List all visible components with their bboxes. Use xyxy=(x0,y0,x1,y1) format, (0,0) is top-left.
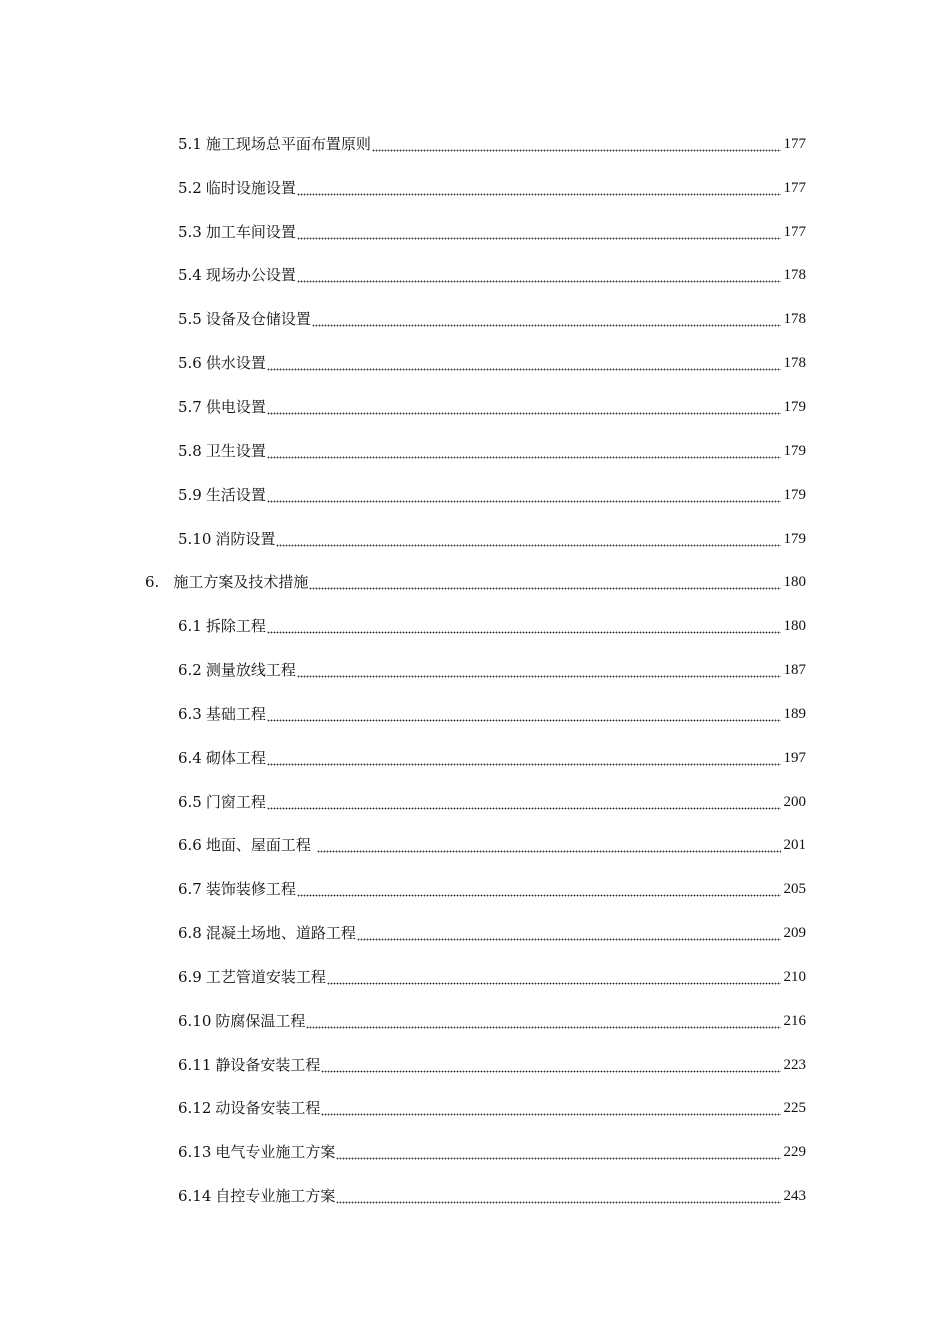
toc-entry-title: 测量放线工程 xyxy=(205,661,296,680)
toc-entry-title: 静设备安装工程 xyxy=(215,1055,321,1074)
toc-entry[interactable] xyxy=(0,560,950,604)
toc-entry-number: 6.2 xyxy=(178,661,202,680)
toc-entry-number: 5.7 xyxy=(178,397,202,416)
toc-dot-leader xyxy=(297,222,781,242)
toc-dot-leader xyxy=(327,967,781,987)
toc-entry-page-number: 179 xyxy=(783,486,806,503)
toc-dot-leader xyxy=(267,441,781,461)
toc-dot-leader xyxy=(267,353,781,373)
toc-entry-page-number: 216 xyxy=(783,1012,806,1029)
toc-entry[interactable] xyxy=(0,648,950,692)
toc-entry[interactable] xyxy=(0,166,950,210)
toc-entry-page-number: 178 xyxy=(783,311,806,328)
toc-entry-number: 6.6 xyxy=(178,836,202,855)
toc-dot-leader xyxy=(336,1186,781,1206)
toc-entry[interactable] xyxy=(0,210,950,254)
toc-entry-title: 施工现场总平面布置原则 xyxy=(205,134,371,153)
toc-entry-page-number: 225 xyxy=(783,1100,806,1117)
toc-dot-leader xyxy=(267,485,781,505)
toc-entry-number: 6.4 xyxy=(178,748,202,767)
toc-dot-leader xyxy=(336,1142,781,1162)
toc-entry-page-number: 201 xyxy=(783,837,806,854)
toc-entry[interactable] xyxy=(0,604,950,648)
toc-dot-leader xyxy=(306,1011,781,1031)
toc-entry-title: 消防设置 xyxy=(215,529,276,548)
toc-entry-page-number: 189 xyxy=(783,705,806,722)
toc-entry-title: 砌体工程 xyxy=(205,748,266,767)
toc-entry[interactable] xyxy=(0,999,950,1043)
toc-entry-page-number: 243 xyxy=(783,1188,806,1205)
toc-entry-page-number: 177 xyxy=(783,179,806,196)
toc-entry-number: 6. xyxy=(145,573,160,592)
toc-entry-title: 临时设施设置 xyxy=(205,178,296,197)
toc-entry-title: 供电设置 xyxy=(205,397,266,416)
toc-entry-page-number: 229 xyxy=(783,1144,806,1161)
toc-dot-leader xyxy=(276,529,781,549)
toc-entry-title: 供水设置 xyxy=(205,354,266,373)
toc-entry[interactable] xyxy=(0,692,950,736)
toc-entry-title: 装饰装修工程 xyxy=(205,880,296,899)
toc-entry-page-number: 187 xyxy=(783,662,806,679)
toc-dot-leader xyxy=(297,265,781,285)
toc-entry-title: 基础工程 xyxy=(205,704,266,723)
toc-dot-leader xyxy=(297,879,781,899)
toc-entry-number: 6.3 xyxy=(178,704,202,723)
toc-entry[interactable] xyxy=(0,122,950,166)
toc-entry-title: 动设备安装工程 xyxy=(215,1099,321,1118)
toc-entry-page-number: 197 xyxy=(783,749,806,766)
toc-dot-leader xyxy=(267,792,781,812)
toc-entry[interactable] xyxy=(0,1130,950,1174)
toc-entry-title: 工艺管道安装工程 xyxy=(205,967,326,986)
toc-dot-leader xyxy=(267,397,781,417)
toc-entry-page-number: 205 xyxy=(783,881,806,898)
toc-dot-leader xyxy=(372,134,781,154)
toc-entry-number: 5.2 xyxy=(178,178,202,197)
toc-entry-number: 5.4 xyxy=(178,266,202,285)
toc-entry-title: 混凝土场地、道路工程 xyxy=(205,924,356,943)
toc-entry-page-number: 180 xyxy=(783,574,806,591)
toc-entry-number: 6.11 xyxy=(178,1055,212,1074)
toc-entry[interactable] xyxy=(0,385,950,429)
toc-entry[interactable] xyxy=(0,736,950,780)
toc-entry-number: 5.3 xyxy=(178,222,202,241)
toc-entry-title: 施工方案及技术措施 xyxy=(173,573,309,592)
toc-entry-page-number: 223 xyxy=(783,1056,806,1073)
toc-entry[interactable] xyxy=(0,1174,950,1218)
toc-entry-number: 5.8 xyxy=(178,441,202,460)
toc-entry[interactable] xyxy=(0,517,950,561)
toc-entry-page-number: 178 xyxy=(783,267,806,284)
toc-entry[interactable] xyxy=(0,341,950,385)
toc-entry[interactable] xyxy=(0,1043,950,1087)
toc-entry-title: 电气专业施工方案 xyxy=(215,1143,336,1162)
toc-entry-number: 5.10 xyxy=(178,529,212,548)
toc-entry-page-number: 179 xyxy=(783,530,806,547)
toc-entry-page-number: 178 xyxy=(783,355,806,372)
toc-entry-title: 自控专业施工方案 xyxy=(215,1187,336,1206)
toc-entry-title: 拆除工程 xyxy=(205,617,266,636)
toc-entry-number: 5.6 xyxy=(178,354,202,373)
toc-entry-number: 6.12 xyxy=(178,1099,212,1118)
toc-dot-leader xyxy=(309,572,781,592)
toc-entry[interactable] xyxy=(0,297,950,341)
toc-entry-page-number: 200 xyxy=(783,793,806,810)
toc-dot-leader xyxy=(317,835,781,855)
toc-entry[interactable] xyxy=(0,254,950,298)
toc-entry-number: 6.1 xyxy=(178,617,202,636)
toc-entry-title: 加工车间设置 xyxy=(205,222,296,241)
table-of-contents xyxy=(0,122,950,1218)
toc-dot-leader xyxy=(321,1098,781,1118)
toc-entry-number: 5.5 xyxy=(178,310,202,329)
toc-entry-number: 5.9 xyxy=(178,485,202,504)
toc-dot-leader xyxy=(312,309,781,329)
toc-dot-leader xyxy=(321,1055,781,1075)
toc-entry[interactable] xyxy=(0,824,950,868)
toc-entry-page-number: 179 xyxy=(783,442,806,459)
toc-entry-number: 6.5 xyxy=(178,792,202,811)
toc-entry-number: 6.10 xyxy=(178,1011,212,1030)
toc-entry-number: 6.8 xyxy=(178,924,202,943)
toc-entry-title: 现场办公设置 xyxy=(205,266,296,285)
toc-entry-page-number: 179 xyxy=(783,398,806,415)
toc-entry[interactable] xyxy=(0,911,950,955)
toc-entry-title: 设备及仓储设置 xyxy=(205,310,311,329)
toc-entry[interactable] xyxy=(0,473,950,517)
toc-dot-leader xyxy=(297,660,781,680)
toc-entry-page-number: 177 xyxy=(783,223,806,240)
toc-entry-number: 6.13 xyxy=(178,1143,212,1162)
toc-entry-title: 门窗工程 xyxy=(205,792,266,811)
toc-entry-number: 6.7 xyxy=(178,880,202,899)
toc-entry-number: 6.14 xyxy=(178,1187,212,1206)
toc-entry-title: 卫生设置 xyxy=(205,441,266,460)
toc-entry-title: 生活设置 xyxy=(205,485,266,504)
toc-entry[interactable] xyxy=(0,955,950,999)
toc-dot-leader xyxy=(357,923,781,943)
toc-entry[interactable] xyxy=(0,1087,950,1131)
toc-entry-page-number: 210 xyxy=(783,968,806,985)
toc-dot-leader xyxy=(267,748,781,768)
toc-entry[interactable] xyxy=(0,867,950,911)
toc-entry-title: 地面、屋面工程 xyxy=(205,836,316,855)
toc-entry[interactable] xyxy=(0,429,950,473)
toc-dot-leader xyxy=(267,616,781,636)
toc-entry-page-number: 180 xyxy=(783,618,806,635)
toc-entry-page-number: 177 xyxy=(783,135,806,152)
toc-entry-number: 6.9 xyxy=(178,967,202,986)
toc-dot-leader xyxy=(297,178,781,198)
toc-entry-number: 5.1 xyxy=(178,134,202,153)
toc-entry-title: 防腐保温工程 xyxy=(215,1011,306,1030)
toc-entry[interactable] xyxy=(0,780,950,824)
toc-entry-page-number: 209 xyxy=(783,925,806,942)
toc-dot-leader xyxy=(267,704,781,724)
